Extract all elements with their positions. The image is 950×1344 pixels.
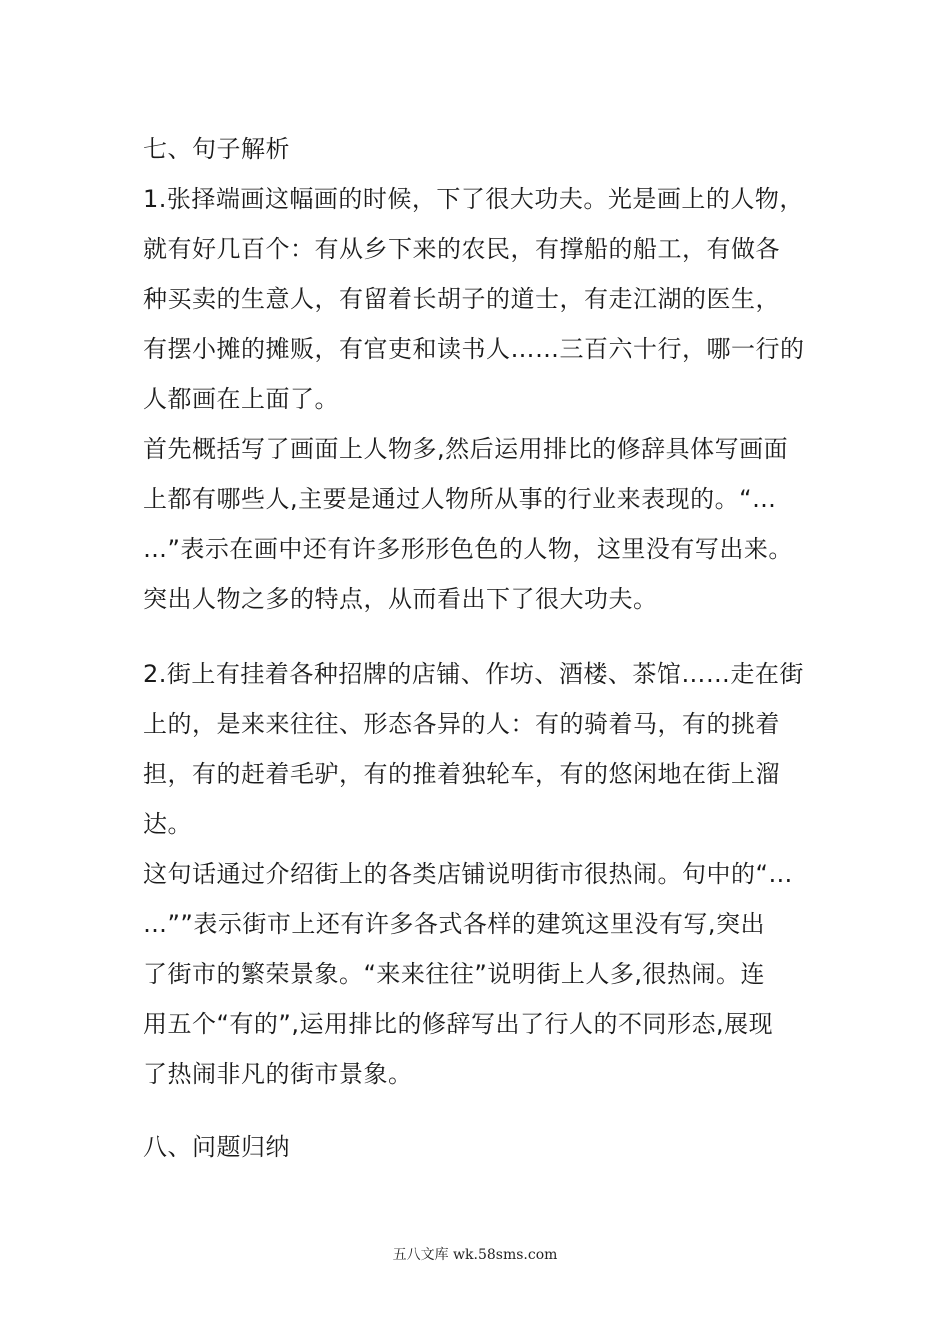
sentence-1-line-1: 1.张择端画这幅画的时候，下了很大功夫。光是画上的人物， xyxy=(143,185,804,213)
footer-watermark: 五八文库 wk.58sms.com xyxy=(392,1247,558,1263)
analysis-1-line-4: 突出人物之多的特点，从而看出下了很大功夫。 xyxy=(143,585,658,613)
analysis-2-line-2: …””表示街市上还有许多各式各样的建筑这里没有写,突出 xyxy=(143,910,765,938)
analysis-2-line-4: 用五个“有的”,运用排比的修辞写出了行人的不同形态,展现 xyxy=(143,1010,774,1038)
section-heading-7: 七、句子解析 xyxy=(143,135,290,163)
sentence-2-line-3: 担，有的赶着毛驴，有的推着独轮车，有的悠闲地在街上溜 xyxy=(143,760,780,788)
sentence-2-line-4: 达。 xyxy=(143,810,192,838)
sentence-2-line-1: 2.街上有挂着各种招牌的店铺、作坊、酒楼、茶馆……走在街 xyxy=(143,660,804,688)
analysis-2-line-3: 了街市的繁荣景象。“来来往往”说明街上人多,很热闹。连 xyxy=(143,960,765,988)
sentence-1-line-5: 人都画在上面了。 xyxy=(143,385,339,413)
sentence-2-line-2: 上的，是来来往往、形态各异的人：有的骑着马，有的挑着 xyxy=(143,710,780,738)
analysis-1-line-2: 上都有哪些人,主要是通过人物所从事的行业来表现的。“… xyxy=(143,485,777,513)
analysis-2-line-1: 这句话通过介绍街上的各类店铺说明街市很热闹。句中的“… xyxy=(143,860,793,888)
sentence-1-line-2: 就有好几百个：有从乡下来的农民，有撑船的船工，有做各 xyxy=(143,235,780,263)
sentence-1-line-4: 有摆小摊的摊贩，有官吏和读书人……三百六十行，哪一行的 xyxy=(143,335,805,363)
analysis-2-line-5: 了热闹非凡的街市景象。 xyxy=(143,1060,413,1088)
analysis-1-line-3: …”表示在画中还有许多形形色色的人物，这里没有写出来。 xyxy=(143,535,793,563)
sentence-1-line-3: 种买卖的生意人，有留着长胡子的道士，有走江湖的医生， xyxy=(143,285,780,313)
analysis-1-line-1: 首先概括写了画面上人物多,然后运用排比的修辞具体写画面 xyxy=(143,435,789,463)
section-heading-8: 八、问题归纳 xyxy=(143,1133,290,1161)
